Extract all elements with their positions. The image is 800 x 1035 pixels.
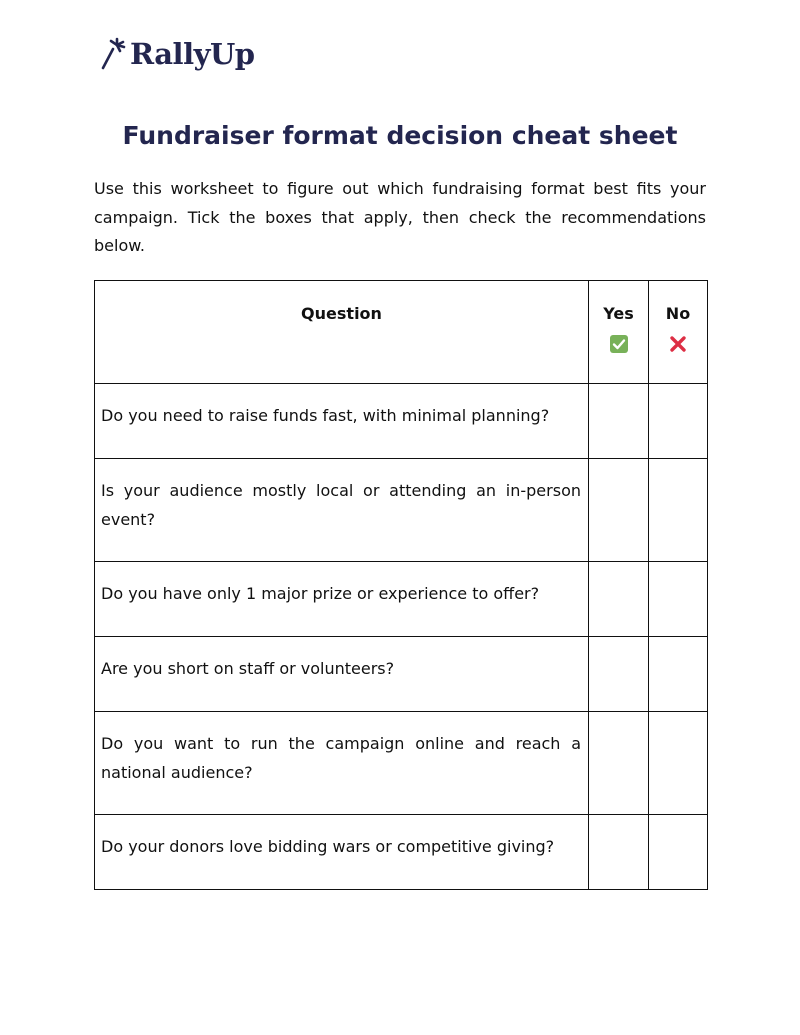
- no-checkbox-cell[interactable]: [649, 384, 708, 459]
- question-text: Do you want to run the campaign online and reach a national audience?: [101, 734, 581, 782]
- table-row: [95, 637, 708, 712]
- sparkle-wand-icon: [100, 37, 126, 71]
- table-row: [95, 459, 708, 562]
- header-no-label: No: [665, 304, 691, 323]
- no-checkbox-cell[interactable]: [649, 815, 708, 890]
- table-row: [95, 384, 708, 459]
- page-title: Fundraiser format decision cheat sheet: [122, 121, 678, 150]
- header-question: [95, 281, 589, 384]
- question-cell: [95, 637, 589, 712]
- table-header-row: [95, 281, 708, 384]
- yes-checkbox-cell[interactable]: [589, 712, 649, 815]
- table-row: [95, 562, 708, 637]
- yes-checkbox-cell[interactable]: [589, 384, 649, 459]
- no-checkbox-cell[interactable]: [649, 637, 708, 712]
- cross-mark-icon: [669, 335, 687, 353]
- table-row: [95, 815, 708, 890]
- question-text: Is your audience mostly local or attending an in-person event?: [101, 481, 581, 529]
- question-cell: [95, 459, 589, 562]
- no-checkbox-cell[interactable]: [649, 562, 708, 637]
- yes-checkbox-cell[interactable]: [589, 815, 649, 890]
- question-cell: [95, 384, 589, 459]
- header-question-label: Question: [301, 304, 382, 323]
- header-yes-label: Yes: [603, 304, 634, 323]
- brand-name: RallyUp: [130, 37, 255, 71]
- yes-checkbox-cell[interactable]: [589, 562, 649, 637]
- header-yes: [589, 281, 649, 384]
- question-text: Are you short on staff or volunteers?: [101, 659, 395, 678]
- question-text: Do your donors love bidding wars or competitive giving?: [101, 837, 555, 856]
- table-row: [95, 712, 708, 815]
- yes-checkbox-cell[interactable]: [589, 637, 649, 712]
- no-checkbox-cell[interactable]: [649, 459, 708, 562]
- question-text: Do you need to raise funds fast, with minimal planning?: [101, 406, 550, 425]
- yes-checkbox-cell[interactable]: [589, 459, 649, 562]
- question-text: Do you have only 1 major prize or experience to offer?: [101, 584, 540, 603]
- question-cell: [95, 562, 589, 637]
- header-no: [649, 281, 708, 384]
- question-cell: [95, 815, 589, 890]
- intro-paragraph: Use this worksheet to figure out which fundraising format best fits your campaign. Tick the boxes that apply, then check the recommendations below.: [94, 179, 706, 255]
- decision-table: [94, 280, 708, 890]
- check-mark-icon: [610, 335, 628, 353]
- question-cell: [95, 712, 589, 815]
- rallyup-logo: [100, 34, 255, 74]
- no-checkbox-cell[interactable]: [649, 712, 708, 815]
